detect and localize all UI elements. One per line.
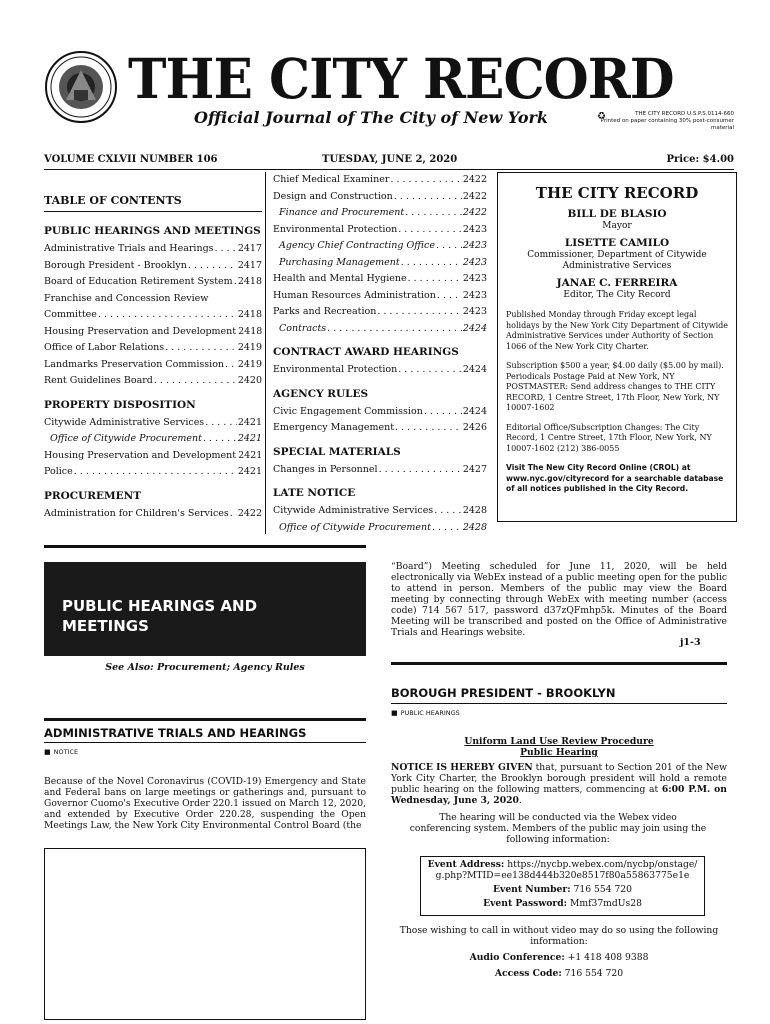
mayor-role: Mayor [602, 221, 632, 231]
toc-entry-label: Borough President - Brooklyn [44, 259, 187, 271]
toc-list-1 [44, 222, 262, 522]
blank-box [44, 848, 366, 1020]
procedure-title-2: Public Hearing [520, 747, 598, 758]
toc-section-heading: PUBLIC HEARINGS AND MEETINGS [44, 225, 261, 237]
toc-entry-page: 2423 [462, 289, 487, 301]
banner-text: PUBLIC HEARINGS AND MEETINGS [62, 597, 258, 635]
editor-role: Editor, The City Record [563, 290, 671, 300]
toc-entry[interactable] [273, 205, 487, 222]
masthead-subtitle: Official Journal of The City of New York [194, 108, 549, 127]
toc-entry[interactable] [273, 288, 487, 305]
toc-leader-dots [74, 464, 237, 481]
notice-time: 6:00 P.M. on Wednesday, June 3, 2020 [391, 784, 727, 806]
webex-info: The hearing will be conducted via the Webex video conferencing system. Members of the public may join using the following information: [409, 812, 707, 845]
procedure-title [391, 736, 727, 758]
toc-section-heading: PROPERTY DISPOSITION [44, 398, 196, 411]
rule-left-section [44, 718, 366, 721]
toc-entry[interactable] [44, 464, 262, 481]
event-address-link[interactable]: https://nycbp.webex.com/nycbp/onstage/g.php?MTID=ee138d444b320e8517f80a55863775e1e [435, 859, 698, 881]
masthead [44, 48, 734, 140]
recycle-icon: ♻ [597, 111, 606, 122]
audio-number: +1 418 408 9388 [564, 952, 649, 963]
toc-entry-page: 2417 [237, 243, 262, 254]
toc-entry-label: Health and Mental Hygiene [273, 273, 407, 284]
toc-entry-label: Parks and Recreation [273, 306, 377, 317]
toc-entry-page: 2418 [237, 276, 262, 287]
toc-entry-label: Citywide Administrative Services [273, 505, 434, 516]
toc-leader-dots [405, 205, 462, 222]
toc-entry[interactable] [44, 258, 262, 275]
toc-section-heading: SPECIAL MATERIALS [273, 445, 401, 458]
toc-entry-label: Environmental Protection [273, 364, 398, 375]
event-password: Mmf37mdUs28 [567, 898, 642, 909]
toc-leader-dots [98, 307, 237, 324]
access-label: Access Code: [494, 968, 562, 979]
event-password-label: Event Password: [483, 898, 568, 909]
access-code-row [391, 968, 727, 979]
toc-entry[interactable] [44, 307, 262, 324]
toc-section-heading: LATE NOTICE [273, 487, 356, 499]
toc-entry[interactable] [44, 431, 262, 448]
toc-entry-label: Finance and Procurement [279, 207, 405, 218]
toc-entry-page: 2419 [237, 358, 262, 370]
toc-entry-page: 2428 [462, 521, 487, 533]
public-hearings-banner [44, 562, 366, 656]
toc-section-heading: PROCUREMENT [44, 489, 142, 502]
toc-entry-page: 2421 [237, 433, 262, 444]
issue-volume: VOLUME CXLVII NUMBER 106 [44, 154, 218, 165]
toc-entry-label: Housing Preservation and Development [44, 325, 237, 337]
toc-entry-page: 2423 [462, 240, 487, 251]
toc-entry[interactable] [44, 241, 262, 258]
section-heading-brooklyn: BOROUGH PRESIDENT - BROOKLYN [391, 686, 616, 700]
toc-entry[interactable] [273, 189, 487, 206]
info-title: THE CITY RECORD [535, 184, 699, 202]
toc-entry[interactable] [273, 462, 487, 479]
procedure-title-1: Uniform Land Use Review Procedure [464, 736, 654, 747]
toc-entry-page: 2418 [237, 309, 262, 320]
toc-leader-dots [437, 288, 462, 305]
toc-leader-dots [327, 321, 462, 338]
toc-list-2 [273, 172, 487, 536]
toc-leader-dots [188, 258, 237, 275]
board-meeting-text: “Board”) Meeting scheduled for June 11, 2020, will be held electronically via WebEx instead of a public meeting open for the public to attend in person. Members of the public may view the Board meeting by connecting through WebEx with meeting number (access code) 714 567 517, password d37zQFmhp5k. Minutes of the Board Meeting will be transcribed and posted on the Office of Administrative Trials and Hearings website. [391, 561, 727, 638]
toc-entry-page: 2422 [462, 190, 487, 202]
info-publication: Published Monday through Friday except legal holidays by the New York City Department of Citywide Administrative Services under Authority of Section 1066 of the New York City Charter. [506, 310, 728, 351]
toc-entry-label: Changes in Personnel [273, 463, 378, 475]
toc-entry-label: Contracts [279, 322, 327, 334]
issue-price: Price: $4.00 [666, 154, 734, 165]
toc-entry-label: Agency Chief Contracting Office [279, 240, 435, 251]
toc-entry-page: 2424 [462, 364, 487, 375]
rule-left-top [44, 545, 366, 548]
notice-mid: that, pursuant to Section 201 of the New York City Charter, the Brooklyn borough president will hold a remote public hearing on the following matters, commencing at [391, 762, 727, 795]
toc-entry-page: 2420 [237, 375, 262, 386]
masthead-side-line1: THE CITY RECORD U.S.P.S.0114-660 [635, 111, 734, 117]
event-address-row [425, 859, 700, 881]
toc-entry[interactable] [273, 520, 487, 537]
toc-entry[interactable] [44, 324, 262, 341]
toc-leader-dots [394, 189, 462, 206]
toc-column-2 [273, 172, 487, 536]
hearing-notice [391, 762, 727, 806]
toc-entry[interactable] [273, 362, 487, 379]
rule-right-section [391, 662, 727, 665]
toc-section-heading: AGENCY RULES [273, 387, 369, 400]
notice-tag: ■ NOTICE [44, 748, 78, 756]
column-divider [265, 172, 266, 534]
toc-entry-label: Office of Citywide Procurement [279, 521, 431, 533]
toc-entry-page: 2428 [462, 505, 487, 516]
event-address-label: Event Address: [427, 859, 505, 870]
toc-entry[interactable] [44, 340, 262, 357]
toc-entry-label: Environmental Protection [273, 223, 398, 235]
toc-entry-page: 2419 [237, 342, 262, 353]
toc-entry[interactable] [44, 291, 262, 308]
toc-leader-dots [234, 274, 237, 291]
rule-left-sub [44, 742, 366, 743]
toc-leader-dots [398, 362, 462, 379]
toc-entry[interactable] [44, 274, 262, 291]
toc-entry-label: Design and Construction [273, 190, 393, 202]
toc-entry-page: 2421 [237, 466, 262, 477]
toc-entry-page: 2423 [462, 306, 487, 317]
toc-leader-dots [408, 271, 462, 288]
toc-leader-dots [203, 431, 237, 448]
toc-leader-dots [154, 373, 237, 390]
issue-bar [44, 150, 734, 170]
city-seal-icon [44, 50, 118, 124]
toc-entry-label: Human Resources Administration [273, 289, 436, 301]
info-subscription: Subscription $500 a year, $4.00 daily ($5.00 by mail). Periodicals Postage Paid at New York, NY POSTMASTER: Send address changes to THE CITY RECORD, 1 Centre Street, 17th Floor, New York, NY 10007-1602 [506, 361, 724, 412]
toc-entry-page: 2426 [462, 422, 487, 433]
toc-entry-page: 2422 [462, 207, 487, 218]
toc-entry-label: Housing Preservation and Development [44, 449, 237, 461]
toc-leader-dots [215, 241, 237, 258]
toc-entry[interactable] [273, 503, 487, 520]
section-heading-oath: ADMINISTRATIVE TRIALS AND HEARINGS [44, 726, 307, 740]
toc-entry[interactable] [44, 373, 262, 390]
toc-column-1 [44, 172, 262, 522]
mayor-name: BILL DE BLASIO [567, 208, 667, 220]
masthead-side-info [584, 111, 734, 132]
toc-entry-page: 2418 [238, 325, 262, 337]
access-code: 716 554 720 [561, 968, 624, 979]
toc-entry[interactable] [273, 222, 487, 239]
toc-entry-label: Rent Guidelines Board [44, 375, 153, 386]
masthead-title: THE CITY RECORD [128, 46, 674, 111]
toc-leader-dots [432, 520, 462, 537]
toc-leader-dots [436, 238, 462, 255]
toc-leader-dots [205, 415, 237, 432]
toc-entry[interactable] [273, 271, 487, 288]
toc-entry-label: Purchasing Management [279, 256, 400, 268]
event-info-box [420, 856, 705, 916]
toc-leader-dots [398, 222, 462, 239]
toc-leader-dots [230, 506, 237, 523]
toc-leader-dots [390, 172, 461, 189]
toc-entry-label: Chief Medical Examiner [273, 174, 390, 185]
call-in-info: Those wishing to call in without video may do so using the following information: [399, 925, 719, 947]
toc-entry-label: Administration for Children's Services [44, 507, 229, 519]
toc-entry-page: 2423 [462, 256, 487, 268]
notice-end: . [518, 795, 522, 806]
toc-entry-page: 2422 [462, 174, 487, 185]
toc-entry-label: Office of Citywide Procurement [50, 433, 202, 444]
toc-section-heading: CONTRACT AWARD HEARINGS [273, 346, 459, 358]
toc-entry-label: Committee [44, 309, 97, 320]
toc-entry-label: Emergency Management [273, 422, 395, 433]
toc-entry-label: Citywide Administrative Services [44, 416, 205, 428]
rule-right-sub [391, 703, 727, 704]
event-number: 716 554 720 [570, 884, 632, 895]
toc-entry-page: 2417 [237, 259, 262, 271]
commissioner-name: LISETTE CAMILO [564, 237, 670, 249]
toc-entry[interactable] [44, 357, 262, 374]
toc-entry[interactable] [273, 172, 487, 189]
toc-leader-dots [401, 255, 462, 272]
toc-entry-label: Franchise and Concession Review [44, 292, 209, 304]
masthead-side-line2: Printed on paper containing 30% post-consumer material [600, 118, 734, 131]
toc-leader-dots [434, 503, 462, 520]
toc-heading: TABLE OF CONTENTS [44, 190, 262, 212]
public-hearings-tag: ■ PUBLIC HEARINGS [391, 709, 460, 717]
toc-entry-page: 2422 [237, 507, 262, 519]
toc-entry-page: 2421 [237, 416, 262, 428]
toc-entry-label: Civic Engagement Commission [273, 405, 423, 417]
publication-info-box [497, 172, 737, 522]
toc-entry-label: Office of Labor Relations [44, 342, 165, 353]
toc-entry-page: 2423 [462, 273, 487, 284]
toc-entry[interactable] [273, 255, 487, 272]
toc-leader-dots [225, 357, 237, 374]
toc-entry[interactable] [273, 420, 487, 437]
toc-entry[interactable] [273, 304, 487, 321]
audio-label: Audio Conference: [469, 952, 565, 963]
toc-entry[interactable] [44, 448, 262, 465]
editor-name: JANAE C. FERREIRA [556, 277, 678, 289]
notice-code: j1-3 [680, 637, 701, 648]
event-number-label: Event Number: [493, 884, 571, 895]
toc-leader-dots [424, 404, 462, 421]
event-number-row [425, 884, 700, 895]
toc-leader-dots [165, 340, 237, 357]
toc-entry[interactable] [273, 404, 487, 421]
toc-entry[interactable] [44, 415, 262, 432]
toc-entry-page: 2423 [462, 223, 487, 235]
toc-leader-dots [377, 304, 461, 321]
toc-leader-dots [395, 420, 462, 437]
commissioner-role: Commissioner, Department of Citywide Administrative Services [527, 250, 707, 271]
oath-notice-text: Because of the Novel Coronavirus (COVID-19) Emergency and State and Federal bans on large meetings or gatherings and, pursuant to Governor Cuomo's Executive Order 220.1 issued on March 12, 2020, and extended by Executive Order 220.28, suspending the Open Meetings Law, the New York City Environmental Control Board (the [44, 776, 366, 831]
toc-entry[interactable] [44, 506, 262, 523]
info-online: Visit The New City Record Online (CROL) at www.nyc.gov/cityrecord for a searchable database of all notices published in the City Record. [506, 463, 724, 493]
audio-conference-row [391, 952, 727, 963]
toc-entry-label: Administrative Trials and Hearings [44, 243, 214, 254]
event-password-row [425, 898, 700, 909]
toc-entry-page: 2424 [462, 405, 487, 417]
see-also: See Also: Procurement; Agency Rules [105, 662, 305, 673]
toc-entry-page: 2427 [462, 463, 487, 475]
toc-entry-label: Board of Education Retirement System [44, 276, 233, 287]
toc-entry[interactable] [273, 321, 487, 338]
toc-entry-page: 2421 [238, 449, 262, 461]
issue-date: TUESDAY, JUNE 2, 2020 [322, 154, 458, 165]
info-editorial: Editorial Office/Subscription Changes: The City Record, 1 Centre Street, 17th Floor, New York, NY 10007-1602 (212) 386-0055 [506, 422, 712, 453]
toc-leader-dots [379, 462, 462, 479]
toc-entry-label: Landmarks Preservation Commission [44, 358, 225, 370]
notice-lead: NOTICE IS HEREBY GIVEN [391, 762, 533, 773]
toc-entry[interactable] [273, 238, 487, 255]
toc-entry-page: 2424 [462, 322, 487, 334]
toc-entry-label: Police [44, 466, 73, 477]
